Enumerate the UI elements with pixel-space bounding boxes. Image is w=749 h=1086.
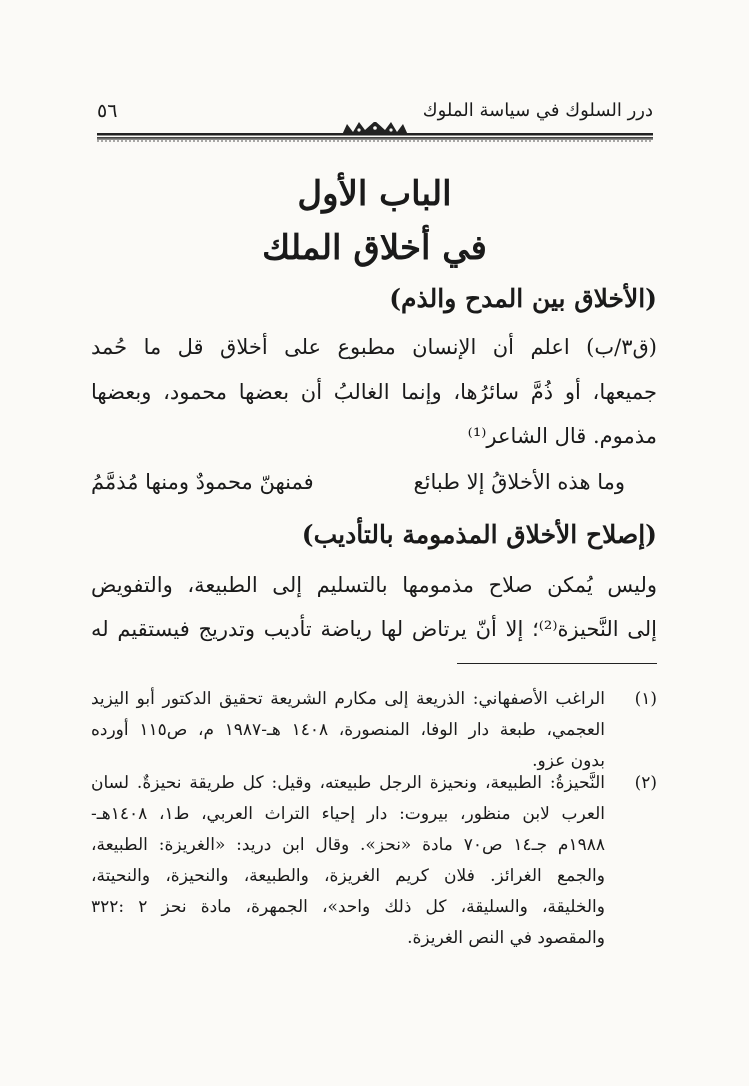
footnote-marker: (١)	[634, 689, 657, 709]
footnote-line: والجمع الغرائز. فلان كريم الغريزة، والطبيعة، والنحيزة، والنحيتة،	[91, 866, 605, 886]
section-heading: (إصلاح الأخلاق المذمومة بالتأديب)	[301, 520, 657, 549]
poetry-verse	[91, 470, 657, 504]
footnote-text	[91, 768, 605, 954]
footnote-marker: (٢)	[634, 773, 657, 793]
verse-second-hemistich: فمنهنّ محمودٌ ومنها مُذمَّمُ	[91, 470, 314, 494]
body-line: جميعها، أو ذُمَّ سائرُها، وإنما الغالبُ أن بعضها محمود، وبعضها	[91, 380, 657, 404]
page-number: ٥٦	[97, 100, 118, 122]
header-ornament	[97, 122, 653, 144]
chapter-subtitle: في أخلاق الملك	[262, 228, 487, 268]
running-header	[97, 100, 653, 140]
footnote-line: بدون عزو.	[532, 751, 605, 771]
body-line: وليس يُمكن صلاح مذمومها بالتسليم إلى الطبيعة، والتفويض	[91, 573, 657, 597]
body-line: (ق٣/ب) اعلم أن الإنسان مطبوع على أخلاق قل ما حُمد	[91, 335, 657, 359]
footnote-line: والمقصود في النص الغريزة.	[407, 928, 605, 948]
footnote-line: النَّحيزةُ: الطبيعة، ونحيزة الرجل طبيعته، وقيل: كل طريقة نحيزةٌ. لسان	[91, 773, 605, 793]
body-line: مذموم. قال الشاعر⁽¹⁾	[467, 424, 657, 448]
section-heading: (الأخلاق بين المدح والذم)	[389, 284, 657, 313]
footnote-line: ١٩٨٨م جـ١٤ ص٧٠ مادة «نحز». وقال ابن دريد: «الغريزة: الطبيعة،	[91, 835, 605, 855]
body-line: إلى النَّحيزة⁽²⁾؛ إلا أنّ يرتاض لها رياضة تأديب وتدريج فيستقيم له	[91, 617, 657, 641]
footnote-line: العرب لابن منظور، بيروت: دار إحياء التراث العربي، ط١، ١٤٠٨هـ-	[91, 804, 605, 824]
book-title: درر السلوك في سياسة الملوك	[422, 100, 653, 121]
chapter-title: الباب الأول	[297, 174, 452, 214]
footnote-line: الراغب الأصفهاني: الذريعة إلى مكارم الشريعة تحقيق الدكتور أبو اليزيد	[91, 689, 605, 709]
footnote-line: والخليقة، والسليقة، كل ذلك واحد»، الجمهرة، مادة نحز ٢ :٣٢٢	[91, 897, 605, 917]
footnote-text	[91, 684, 605, 777]
footnote-divider	[457, 663, 657, 664]
verse-first-hemistich: وما هذه الأخلاقُ إلا طبائع	[413, 470, 625, 494]
footnote-line: العجمي، طبعة دار الوفا، المنصورة، ١٤٠٨ هـ-١٩٨٧ م، ص١١٥ أورده	[91, 720, 605, 740]
